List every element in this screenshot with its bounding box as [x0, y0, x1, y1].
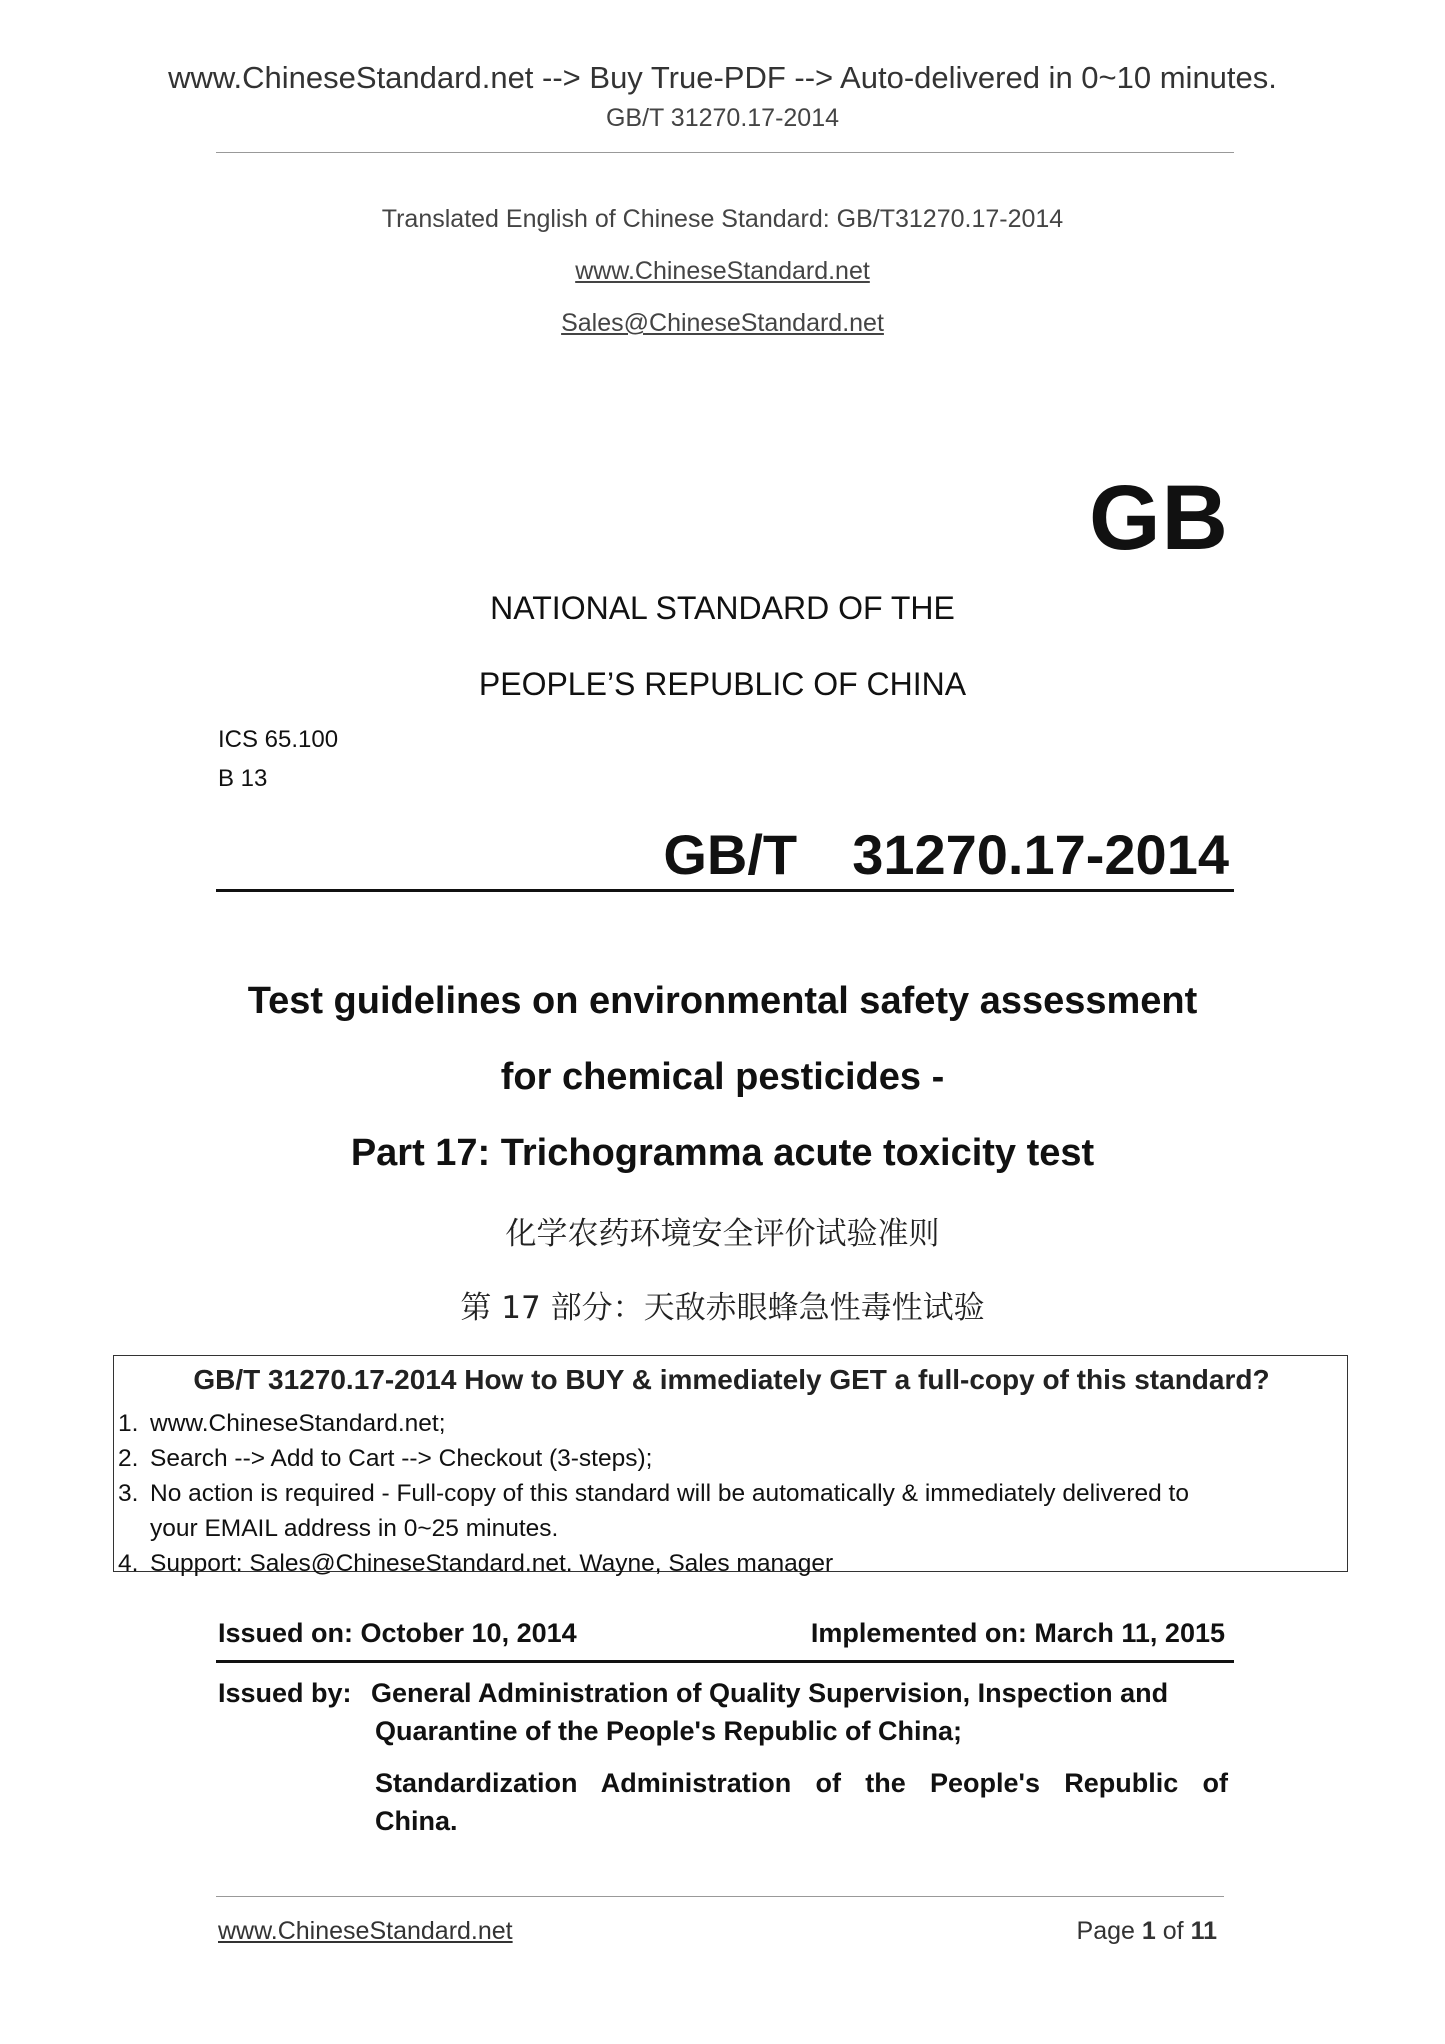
footer-divider [216, 1896, 1224, 1897]
dates-divider [216, 1660, 1234, 1663]
title-line1: Test guidelines on environmental safety assessment [247, 980, 1198, 1022]
national-standard-line1: NATIONAL STANDARD OF THE [490, 590, 955, 626]
email-link-row [0, 309, 1445, 338]
list-item [118, 1476, 1189, 1511]
list-item-number: 1. [118, 1410, 139, 1437]
list-item-text: Search --> Add to Cart --> Checkout (3-steps); [150, 1445, 653, 1472]
list-item-number: 3. [118, 1480, 139, 1507]
title-line2: for chemical pesticides - [500, 1056, 945, 1098]
issued-on-date: Issued on: October 10, 2014 [218, 1618, 577, 1648]
ccs-code: B 13 [218, 765, 268, 792]
issuer-org2-line2: China. [375, 1806, 458, 1836]
buy-box-heading: GB/T 31270.17-2014 How to BUY & immediately GET a full-copy of this standard? [193, 1364, 1270, 1395]
gb-mark: GB [1089, 467, 1229, 569]
list-item [118, 1546, 1189, 1581]
footer-website-link[interactable]: www.ChineseStandard.net [218, 1917, 513, 1945]
page-of-label: of [1162, 1917, 1184, 1945]
header-promo-line: www.ChineseStandard.net --> Buy True-PDF --> Auto-delivered in 0~10 minutes. [168, 60, 1277, 95]
translation-note: Translated English of Chinese Standard: GB/T31270.17-2014 [381, 205, 1064, 233]
list-item-continuation [118, 1511, 1189, 1546]
list-item-number: 2. [118, 1445, 139, 1472]
list-item-number: 4. [118, 1550, 139, 1577]
ics-code: ICS 65.100 [218, 726, 339, 753]
national-standard-line2: PEOPLE’S REPUBLIC OF CHINA [478, 666, 967, 702]
issuer-org2-line1: Standardization Administration of the People's Republic of [375, 1768, 1228, 1798]
list-item [118, 1441, 1189, 1476]
title-line3: Part 17: Trichogramma acute toxicity test [350, 1132, 1095, 1174]
list-item-number [118, 1511, 150, 1546]
sales-email-link[interactable]: Sales@ChineseStandard.net [561, 309, 884, 337]
list-item-text: Support: Sales@ChineseStandard.net. Wayne, Sales manager [150, 1550, 834, 1577]
header-divider [216, 152, 1234, 153]
page-label: Page [1076, 1917, 1135, 1945]
standard-number: GB/T 31270.17-2014 [663, 823, 1229, 886]
list-item-text: No action is required - Full-copy of this standard will be automatically & immediately delivered to [150, 1480, 1189, 1507]
chinese-title-line1: 化学农药环境安全评价试验准则 [505, 1216, 940, 1252]
buy-instructions-box [113, 1355, 1348, 1577]
issuer-org1-line1: General Administration of Quality Supervision, Inspection and [371, 1678, 1169, 1708]
list-item-text[interactable]: www.ChineseStandard.net; [150, 1410, 446, 1437]
issuer-org1-line2: Quarantine of the People's Republic of China; [375, 1716, 962, 1746]
buy-steps-list [118, 1406, 1189, 1581]
website-link-row [0, 257, 1445, 286]
page-current: 1 [1141, 1917, 1156, 1945]
implemented-on-date: Implemented on: March 11, 2015 [810, 1618, 1225, 1648]
list-item [118, 1406, 1189, 1441]
header-doc-code: GB/T 31270.17-2014 [605, 104, 840, 132]
website-link[interactable]: www.ChineseStandard.net [575, 257, 870, 285]
page-total: 11 [1190, 1917, 1217, 1945]
issued-by-label: Issued by: [218, 1678, 352, 1708]
list-item-text: your EMAIL address in 0~25 minutes. [150, 1515, 559, 1542]
chinese-title-line2: 第 17 部分：天敌赤眼蜂急性毒性试验 [460, 1290, 985, 1326]
title-divider [216, 889, 1234, 892]
page-indicator [1077, 1917, 1217, 1946]
